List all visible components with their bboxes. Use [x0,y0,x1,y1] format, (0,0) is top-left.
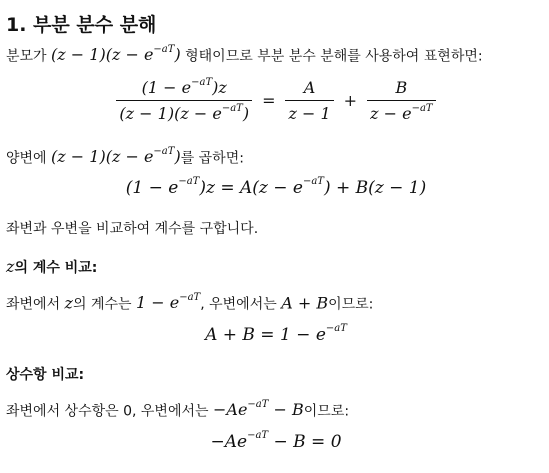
constant-paragraph: 좌변에서 상수항은 0, 우변에서는 $-Ae^{-aT} - B$이므로: [6,399,350,420]
intro-prefix: 분모가 [6,48,52,65]
compare-paragraph: 좌변과 우변을 비교하여 계수를 구합니다. [6,221,259,237]
equation-a-plus-b: $A + B = 1 - e^{-aT}$ [205,323,347,345]
intro-paragraph [6,42,483,66]
intro-math: $(z - 1)(z - e^{-aT})$ [51,44,181,65]
equation-partial-fractions [6,78,546,123]
fraction-a: $\frac{A}{z - 1}$ [285,78,333,123]
equation-multiplied: $(1 - e^{-aT})z = A(z - e^{-aT}) + B(z - 1)$ [125,176,427,198]
z-coefficient-paragraph: 좌변에서 z의 계수는 $1 - e^{-aT}$, 우변에서는 A + B이므로: [6,292,374,313]
plus-sign: + [343,91,358,110]
section-heading: 1. 부분 분수 분해 [6,14,157,36]
subheading-constant-term: 상수항 비교: [6,367,85,383]
multiply-paragraph: 양변에 $(z - 1)(z - e^{-aT})$를 곱하면: [6,146,244,167]
fraction-b: $\frac{B}{z - e^{-aT}}$ [367,78,436,123]
subheading-z-coefficient: z의 계수 비교: [6,257,98,276]
lhs-fraction: $\frac{(1 - e^{-aT})z}{(z - 1)(z - e^{-aT})}$ [116,78,252,123]
equation-constant: $-Ae^{-aT} - B = 0$ [210,430,342,452]
multiply-math: $(z - 1)(z - e^{-aT})$ [51,146,181,167]
equals-sign: = [262,91,276,110]
intro-suffix: 형태이므로 부분 분수 분해를 사용하여 표현하면: [180,48,483,65]
